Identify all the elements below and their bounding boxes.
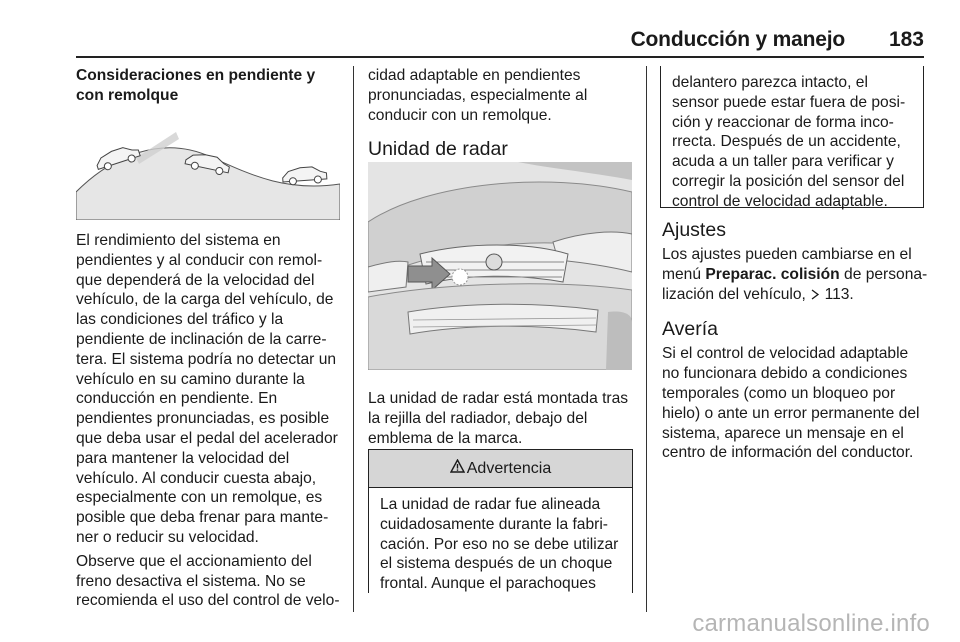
ajustes-text-pre: Los ajustes pueden cambiarse en el menú [662, 246, 912, 283]
left-column-body [76, 231, 344, 611]
subheading-slopes-trailer: Consideraciones en pendiente y con remolque [76, 67, 316, 104]
warning-continued-text: delantero parezca intacto, el sensor puede estar fuera de posi- ción y reaccionar de forma inco- rrecta. Después de un accidente, acuda a un taller para verificar y corregir la posición del sensor del control de velocidad adaptable. [672, 74, 906, 210]
right-column-body [662, 218, 928, 463]
header-rule [76, 56, 924, 58]
section-title-averia: Avería [662, 318, 719, 341]
paragraph-ajustes [662, 245, 928, 304]
left-column-heading [76, 66, 342, 105]
page-header-title: Conducción y manejo [630, 28, 845, 51]
page-reference-link[interactable]: 113. [820, 285, 854, 303]
page-number: 183 [888, 28, 924, 51]
warning-box [368, 449, 633, 593]
middle-column-top [368, 66, 636, 161]
paragraph-continuation: cidad adaptable en pendientes pronunciadas, especialmente al conducir con un remolque. [368, 67, 588, 124]
menu-name-preparac-colision: Preparac. colisión [705, 265, 840, 283]
warning-title: Advertencia [466, 459, 552, 477]
page-reference-arrow-icon [810, 286, 820, 303]
paragraph-slope-performance: El rendimiento del sistema en pendientes y al conducir con remol- que dependerá de la velocidad del vehículo, de la carga del vehículo, de las condiciones del tráfico y la pendiente de inclinación de la carre- tera. El sistema podría no detectar un vehículo en su camino durante la conducción en pendiente. En pendientes pronunciadas, es posible que deba usar el pedal del acelerador para mantener la velocidad del vehículo. Al conducir cuesta abajo, especialmente con un remolque, es posible que deba frenar para mante- ner o reducir su velocidad. [76, 232, 338, 546]
warning-header [369, 450, 632, 488]
column-divider-left [353, 66, 354, 612]
ajustes-text-post: de persona- lización del vehículo, [662, 265, 928, 303]
paragraph-averia: Si el control de velocidad adaptable no funcionara debido a condiciones temporales (como un bloqueo por hielo) o ante un error permanente del sistema, aparece un mensaje en el centro de información del conductor. [662, 345, 920, 462]
slope-illustration [76, 112, 340, 220]
section-title-ajustes: Ajustes [662, 219, 726, 241]
section-title-radar-unit: Unidad de radar [368, 138, 508, 161]
paragraph-brake-deactivation: Observe que el accionamiento del freno desactiva el sistema. No se recomienda el uso del control de velo- [76, 552, 340, 610]
warning-box-continued [660, 66, 924, 208]
column-divider-right [646, 66, 647, 612]
radar-caption: La unidad de radar está montada tras la rejilla del radiador, debajo del emblema de la marca. [368, 390, 629, 447]
warning-body: La unidad de radar fue alineada cuidadosamente durante la fabri- cación. Por eso no se debe utilizar el sistema después de un choque frontal. Aunque el parachoques [380, 496, 619, 593]
radar-caption-block [368, 389, 636, 448]
watermark: carmanualsonline.info [692, 610, 930, 637]
warning-triangle-icon [450, 459, 467, 478]
radar-unit-illustration [368, 162, 632, 370]
